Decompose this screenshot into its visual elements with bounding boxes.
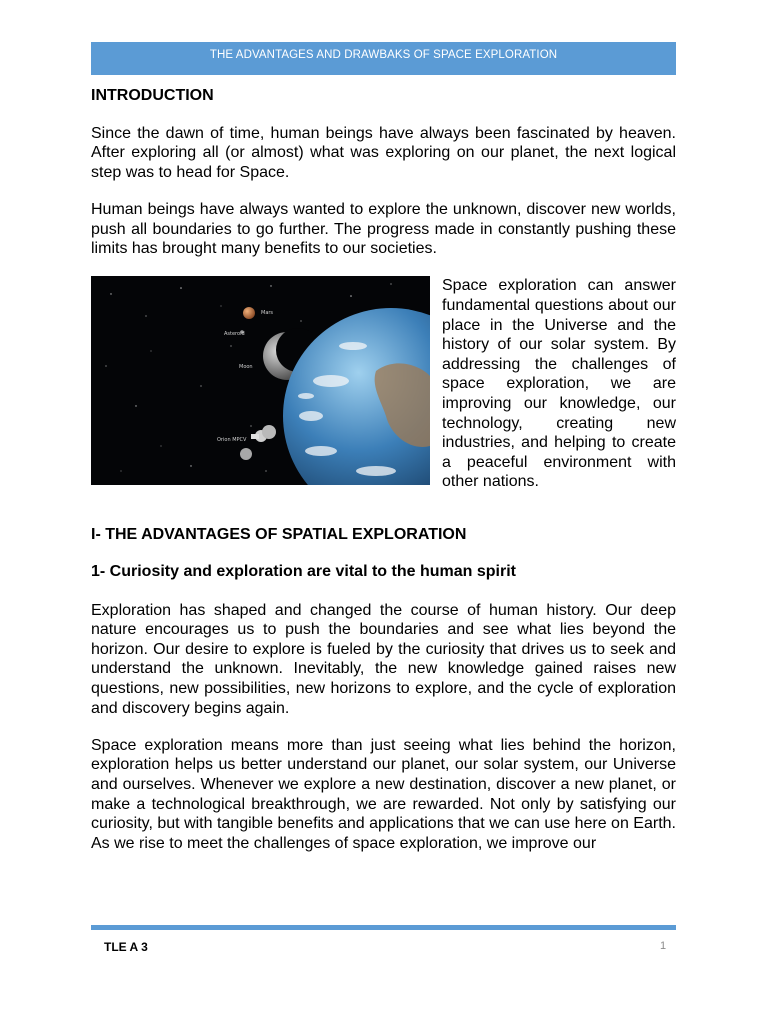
asteroid-label: Asteroid	[224, 331, 245, 338]
intro-paragraph-1: Since the dawn of time, human beings have always been fascinated by heaven. After exploring all (or almost) what was exploring on our planet, the next logical step was to head for Space.	[91, 124, 676, 181]
document-body	[91, 86, 676, 871]
mars-label: Mars	[261, 310, 274, 317]
document-header	[91, 42, 676, 75]
header-title: THE ADVANTAGES AND DRAWBAKS OF SPACE EXPLORATION	[209, 49, 558, 61]
intro-paragraph-3: Space exploration can answer fundamental questions about our place in the Universe and the history of our solar system. By addressing the challenges of space exploration, we are improving our knowledge, our technology, creating new industries, and helping to create a peaceful environment with other nations.	[442, 277, 676, 491]
orion-label: Orion MPCV	[217, 437, 247, 444]
intro-paragraph-2: Human beings have always wanted to explore the unknown, discover new worlds, push all boundaries to go further. The progress made in constantly pushing these limits has brought many benefits to our societies.	[91, 200, 676, 258]
curiosity-paragraph-1: Exploration has shaped and changed the course of human history. Our deep nature encourages us to push the boundaries and see what lies beyond the horizon. Our desire to explore is fueled by the curiosity that drives us to seek and understand the unknown. Inevitably, the new knowledge gained raises new questions, new possibilities, new horizons to explore, and the cycle of exploration and discovery begins again.	[91, 601, 676, 717]
footer-label: TLE A 3	[104, 940, 148, 954]
page-number: 1	[660, 940, 667, 952]
advantages-heading: I- THE ADVANTAGES OF SPATIAL EXPLORATION	[91, 526, 467, 544]
page-bottom-margin	[0, 920, 768, 1024]
curiosity-paragraph-2: Space exploration means more than just seeing what lies behind the horizon, exploration helps us better understand our planet, our solar system, our Universe and ourselves. Whenever we explore a new destination, discover a new planet, or make a technological breakthrough, we are rewarded. Not only by satisfying our curiosity, but with tangible benefits and applications that we can use here on Earth. As we rise to meet the challenges of space exploration, we improve our	[91, 736, 676, 852]
footer-divider	[91, 925, 676, 930]
moon-label: Moon	[239, 364, 253, 371]
space-illustration	[91, 276, 430, 485]
curiosity-subheading: 1- Curiosity and exploration are vital to the human spirit	[91, 563, 516, 581]
introduction-heading: INTRODUCTION	[91, 87, 214, 104]
